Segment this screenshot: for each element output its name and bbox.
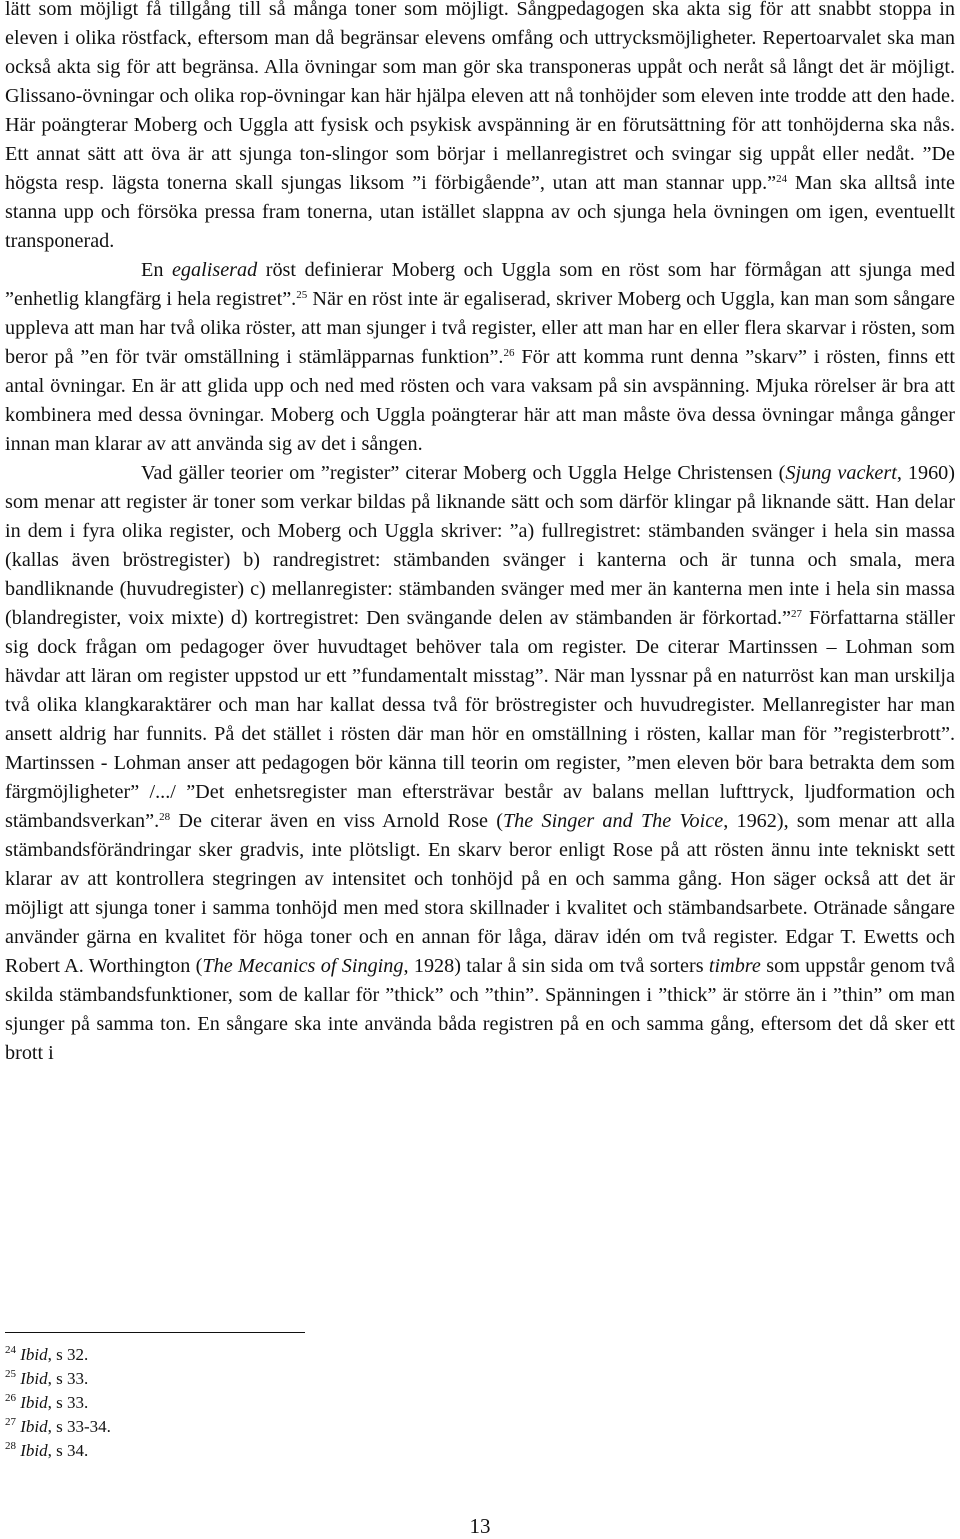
page-number: 13 — [469, 1514, 491, 1538]
italic-title: The Mecanics of Singing — [202, 955, 404, 977]
footnote-page: , s 33. — [47, 1369, 89, 1388]
text-run: som uppstår genom två skilda stämbandsfunktioner, som de kallar för ”thick” och ”thin”. Spänningen i ”thick” är större än i ”thin” om man sjunger på samma ton. En sångare ska inte använda båda registren på en och samma gång, eftersom det då sker ett brott i — [5, 955, 955, 1064]
footnote-page: , s 32. — [47, 1345, 89, 1364]
footnote-ibid: Ibid — [20, 1441, 48, 1460]
italic-title: egaliserad — [171, 259, 258, 281]
footnote-number: 28 — [5, 1440, 16, 1452]
text-run: En — [141, 259, 172, 281]
footnote-page: , s 33-34. — [47, 1417, 111, 1436]
text-run: , 1928) talar å sin sida om två sorters — [403, 955, 709, 977]
footnote-number: 26 — [5, 1392, 16, 1404]
text-run: , 1960) som menar att register är toner som verkar bildas på liknande sätt och som därför klingar på liknande sätt. Han delar in dem i fyra olika register, och Moberg och Uggla skriver: ”a) fullregistret: stämbanden svänger i hela sin massa (kallas även bröstregister) b) randregistret: stämbanden svänger i kanterna och är tunna och smala, mera bandliknande (huvudregister) c) mellanregister: stämbanden svänger med mer än kanterna men inte i hela sin massa (blandregister, voix mixte) d) kortregistret: Den svängande delen av stämbanden är förkortad.” — [5, 462, 956, 629]
footnote-page: , s 33. — [47, 1393, 89, 1412]
footnote — [5, 1343, 955, 1367]
footnote-number: 25 — [5, 1368, 16, 1380]
footnote-reference: 28 — [159, 811, 171, 823]
footnote-list — [5, 1343, 955, 1463]
paragraph-3 — [5, 459, 955, 1068]
footnote — [5, 1391, 955, 1415]
italic-title: timbre — [708, 955, 761, 977]
footnotes — [5, 1332, 955, 1463]
footnote — [5, 1439, 955, 1463]
footnote-page: , s 34. — [47, 1441, 89, 1460]
text-run: röst definierar Moberg och Uggla som en röst som har förmågan att sjunga med ”enhetlig klangfärg i hela registret”. — [5, 259, 955, 310]
footnote-ibid: Ibid — [20, 1345, 48, 1364]
footnote-separator — [5, 1332, 305, 1333]
text-run: Vad gäller teorier om ”register” citerar Moberg och Uggla Helge Christensen ( — [141, 462, 786, 484]
italic-title: The Singer and The Voice — [502, 810, 724, 832]
text-run: För att komma runt denna ”skarv” i rösten, finns ett antal övningar. En är att glida upp och ned med rösten och vara vaksam på sin avspänning. Mjuka rörelser är bra att kombinera med dessa övningar. Moberg och Uggla poängterar här att man måste öva dessa övningar många gånger innan man klarar av att använda sig av det i sången. — [5, 346, 955, 455]
paragraph-1 — [5, 0, 955, 256]
paragraph-2 — [5, 256, 955, 459]
text-run: Författarna ställer sig dock frågan om pedagoger över huvudtaget behöver tala om register. De citerar Martinssen – Lohman som hävdar att läran om register uppstod ur ett ”fundamentalt misstag”. När man lyssnar på en naturröst kan man urskilja två olika klangkaraktärer och man har kallat dessa två för bröstregister och huvudregister. Mellanregister har man ansett aldrig har funnits. På det stället i rösten där man hör en omställning i rösten, kallar man för ”registerbrott”. Martinssen - Lohman anser att pedagogen bör känna till teorin om register, ”men eleven bör bara betrakta dem som färgmöjligheter” /.../ ”Det enhetsregister man eftersträvar består av balans mellan lufttryck, ljudformation och stämbandsverkan”. — [5, 607, 955, 832]
footnote-number: 27 — [5, 1416, 16, 1428]
text-run: Man ska alltså inte stanna upp och försöka pressa fram tonerna, utan istället slappna av och sjunga hela övningen om igen, eventuellt transponerad. — [5, 172, 955, 252]
footnote — [5, 1367, 955, 1391]
text-run: lätt som möjligt få tillgång till så många toner som möjligt. Sångpedagogen ska akta sig för att snabbt stoppa in eleven i olika röstfack, eftersom man då begränsar elevens omfång och uttrycksmöjligheter. Repertoarvalet ska man också akta sig för att begränsa. Alla övningar som man gör ska transponeras uppåt och neråt så långt det är möjligt. Glissano-övningar och olika rop-övningar kan här hjälpa eleven att nå tonhöjder som eleven inte trodde att den hade. Här poängterar Moberg och Uggla att fysisk och psykisk avspänning är en förutsättning för att tonhöjderna ska nås. Ett annat sätt att öva är att sjunga ton-slingor som börjar i mellanregistret och svingar sig uppåt eller nedåt. ”De högsta resp. lägsta tonerna skall sjungas liksom ”i förbigående”, utan att man stannar upp.” — [5, 0, 955, 194]
footnote-ibid: Ibid — [20, 1417, 48, 1436]
footnote-reference: 26 — [503, 347, 515, 359]
footnote-reference: 24 — [776, 173, 788, 185]
footnote-number: 24 — [5, 1344, 16, 1356]
footnote-ibid: Ibid — [20, 1393, 48, 1412]
footnote-reference: 27 — [790, 608, 802, 620]
footnote-reference: 25 — [296, 289, 308, 301]
text-run: , 1962), som menar att alla stämbandsförändringar sker gradvis, inte plötsligt. En skarv beror enligt Rose på att rösten ännu inte tekniskt sett klarar av att kontrollera stegringen av intensitet och tonhöjd på en och samma gång. Hon säger också att det är möjligt att sjunga toner i samma tonhöjd men med stora skillnader i kvalitet och stämbandsarbete. Otränade sångare använder gärna en kvalitet för höga toner och en annan för låga, därav idén om två register. Edgar T. Ewetts och Robert A. Worthington ( — [5, 810, 955, 977]
footnote-ibid: Ibid — [20, 1369, 48, 1388]
text-run: De citerar även en viss Arnold Rose ( — [170, 810, 503, 832]
italic-title: Sjung vackert — [785, 462, 897, 484]
footnote — [5, 1415, 955, 1439]
text-run: När en röst inte är egaliserad, skriver Moberg och Uggla, kan man som sångare uppleva att man har två olika röster, att man sjunger i två register, eller att man har en eller flera skarvar i rösten, som beror på ”en för tvär omställning i stämläpparnas funktion”. — [5, 288, 955, 368]
page-body — [5, 0, 955, 1068]
